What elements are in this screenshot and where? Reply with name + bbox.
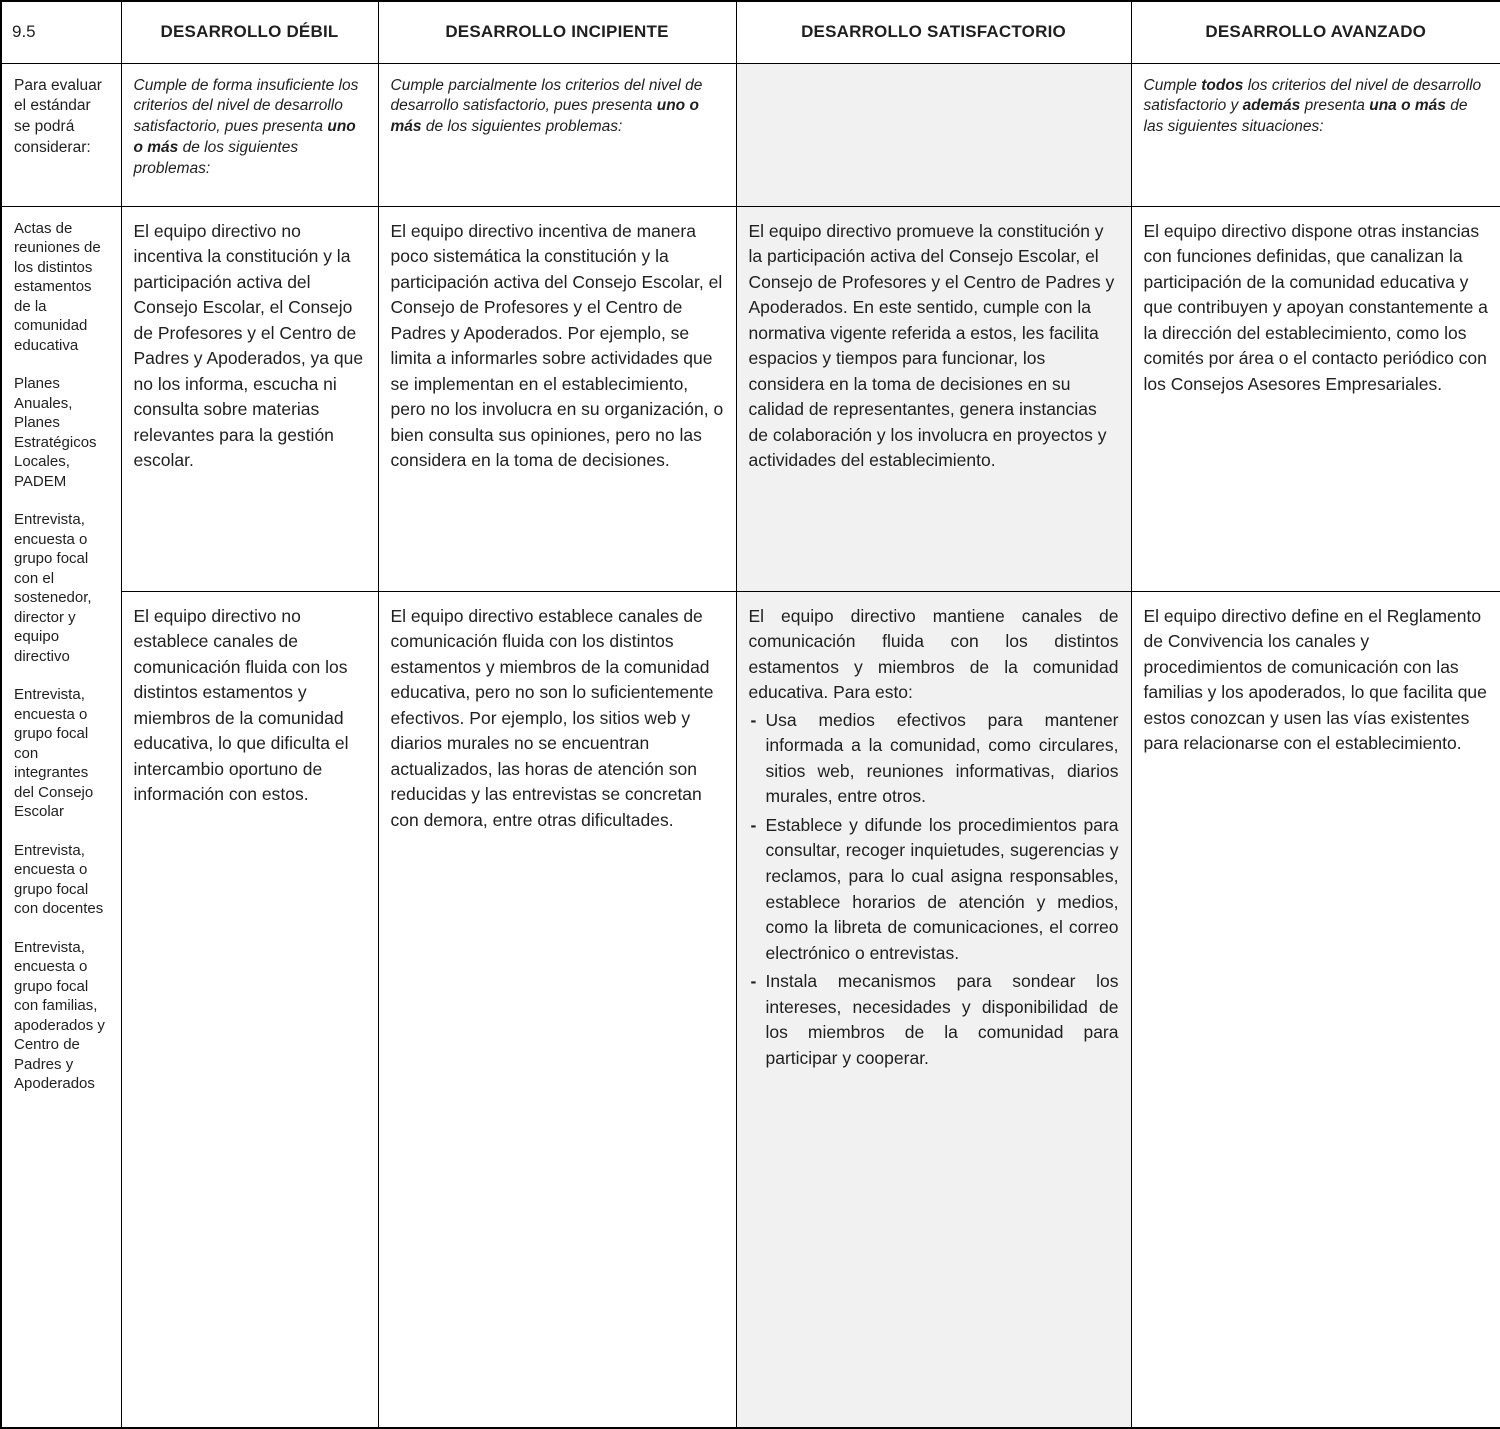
text-run: de las siguientes situaciones: [1143, 97, 1468, 136]
text-run: los criterios del nivel de desarrollo satisfactorio y [1143, 76, 1482, 115]
header-cell-desarrollo-satisfactorio: DESARROLLO SATISFACTORIO [736, 1, 1131, 63]
cell-debil-row2: El equipo directivo no establece canales de comunicación fluida con los distintos estamentos y miembros de la comunidad educativa, lo que dificulta el intercambio oportuno de información con estos. [121, 591, 378, 1428]
header-cell-desarrollo-incipiente: DESARROLLO INCIPIENTE [378, 1, 736, 63]
header-cell-desarrollo-debil: DESARROLLO DÉBIL [121, 1, 378, 63]
header-cell-desarrollo-avanzado: DESARROLLO AVANZADO [1131, 1, 1500, 63]
evidence-source: Planes Anuales, Planes Estratégicos Locales, PADEM [14, 375, 97, 490]
intro-satisfactorio-empty [736, 63, 1131, 206]
satisfactorio-bullet-list [749, 708, 1119, 1072]
standard-number: 9.5 [1, 1, 121, 63]
text-run: presenta [1300, 97, 1370, 115]
evidence-source: Entrevista, encuesta o grupo focal con docentes [14, 841, 104, 917]
cell-avanzado-row1: El equipo directivo dispone otras instancias con funciones definidas, que canalizan la participación de la comunidad educativa y que contribuyen y apoyan constantemente a la dirección del establecimiento, como los comités por área o el contacto periódico con los Consejos Asesores Empresariales. [1131, 206, 1500, 591]
intro-avanzado [1131, 63, 1500, 206]
text-run: Cumple [1143, 76, 1202, 94]
evidence-source: Actas de reuniones de los distintos estamentos de la comunidad educativa [14, 219, 101, 354]
cell-debil-row1: El equipo directivo no incentiva la constitución y la participación activa del Consejo Escolar, el Consejo de Profesores y el Centro de Padres y Apoderados, ya que no los informa, escucha ni consulta sobre materias relevantes para la gestión escolar. [121, 206, 378, 591]
cell-satisfactorio-row1: El equipo directivo promueve la constitución y la participación activa del Consejo Escolar, el Consejo de Profesores y el Centro de Padres y Apoderados. En este sentido, cumple con la normativa vigente referida a estos, les facilita espacios y tiempos para funcionar, los considera en la toma de decisiones en su calidad de representantes, genera instancias de colaboración y los involucra en proyectos y actividades del establecimiento. [736, 206, 1131, 591]
bullet-item: - Establece y difunde los procedimientos para consultar, recoger inquietudes, sugerencias y reclamos, para lo cual asigna responsables, establece horarios de atención y medios, como la libreta de comunicaciones, el correo electrónico o entrevistas. [749, 813, 1119, 966]
header-row [1, 1, 1500, 63]
cell-satisfactorio-row2 [736, 591, 1131, 1428]
cell-incipiente-row2: El equipo directivo establece canales de comunicación fluida con los distintos estamentos y miembros de la comunidad educativa, pero no son lo suficientemente efectivos. Por ejemplo, los sitios web y diarios murales no se encuentran actualizados, las horas de atención son reducidas y las entrevistas se concretan con demora, entre otras dificultades. [378, 591, 736, 1428]
evidence-sources-list [1, 206, 121, 1428]
text-run: Cumple de forma insuficiente los criterios del nivel de desarrollo satisfactorio, pues presenta [133, 76, 359, 136]
criteria-intro-row [1, 63, 1500, 206]
evidence-source: Entrevista, encuesta o grupo focal con integrantes del Consejo Escolar [14, 686, 94, 820]
cell-incipiente-row1: El equipo directivo incentiva de manera poco sistemática la constitución y la participación activa del Consejo Escolar, el Consejo de Profesores y el Centro de Padres y Apoderados. Por ejemplo, se limita a informarles sobre actividades que se implementan en el establecimiento, pero no los involucra en su organización, o bien consulta sus opiniones, pero no las considera en la toma de decisiones. [378, 206, 736, 591]
evidence-source: Entrevista, encuesta o grupo focal con el sostenedor, director y equipo directivo [14, 511, 92, 665]
text-run: de los siguientes problemas: [421, 118, 623, 136]
text-run: además [1242, 97, 1301, 115]
text-run: de los siguientes problemas: [133, 139, 299, 178]
text-run: uno o más [390, 97, 699, 136]
evidence-source: Entrevista, encuesta o grupo focal con familias, apoderados y Centro de Padres y Apoderados [14, 938, 105, 1092]
intro-incipiente [378, 63, 736, 206]
cell-avanzado-row2: El equipo directivo define en el Reglamento de Convivencia los canales y procedimientos de comunicación con las familias y los apoderados, lo que facilita que estos conozcan y usen las vías existentes para relacionarse con el establecimiento. [1131, 591, 1500, 1428]
criteria-row-2 [1, 591, 1500, 1428]
text-run: Cumple parcialmente los criterios del nivel de desarrollo satisfactorio, pues presenta [390, 76, 703, 115]
evaluation-note: Para evaluar el estándar se podrá considerar: [1, 63, 121, 206]
text-run: uno o más [133, 118, 356, 157]
bullet-item: - Usa medios efectivos para mantener informada a la comunidad, como circulares, sitios web, reuniones informativas, diarios murales, entre otros. [749, 708, 1119, 810]
satisfactorio-row2-intro: El equipo directivo mantiene canales de comunicación fluida con los distintos estamentos y miembros de la comunidad educativa. Para esto: [748, 605, 1119, 703]
text-run: todos [1201, 76, 1244, 94]
bullet-item: - Instala mecanismos para sondear los intereses, necesidades y disponibilidad de los miembros de la comunidad para participar y cooperar. [749, 969, 1119, 1071]
criteria-row-1 [1, 206, 1500, 591]
text-run: una o más [1369, 97, 1446, 115]
intro-debil [121, 63, 378, 206]
